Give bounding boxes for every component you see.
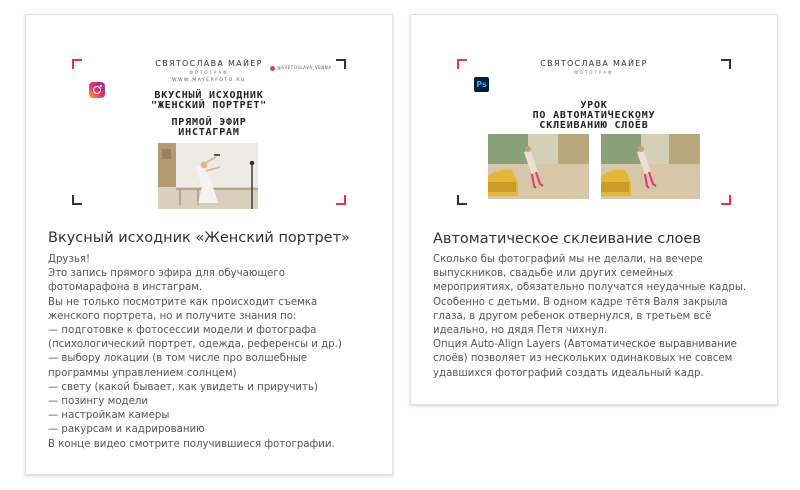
- card-description: [48, 253, 378, 452]
- frame-corner: [721, 195, 731, 205]
- brand-url: WWW.MAYERFOTO.RU: [172, 78, 246, 83]
- social-handle: @SVETOSLAVA_VENNA: [270, 65, 331, 71]
- poster-title-line: ВКУСНЫЙ ИСХОДНИК: [154, 90, 264, 101]
- frame-corner: [336, 195, 346, 205]
- poster-title: [26, 91, 392, 111]
- card-cover-image[interactable]: [26, 15, 392, 215]
- brand-logo: [411, 59, 777, 75]
- description-line: — настройкам камеры: [48, 410, 170, 422]
- before-photo: [488, 134, 589, 199]
- description-line: Особенно с детьми. В одном кадре тётя Валя закрыла: [433, 296, 728, 308]
- description-line: — ракурсам и кадрированию: [48, 424, 205, 436]
- description-line: программы управлением солнцем): [48, 367, 237, 379]
- description-line: Вы не только посмотрите как происходит съемка: [48, 296, 318, 308]
- poster-title-line: "ЖЕНСКИЙ ПОРТРЕТ": [151, 100, 267, 111]
- description-line: Друзья!: [48, 254, 91, 265]
- portrait-photo: [158, 143, 258, 209]
- video-card-auto-align[interactable]: [410, 14, 778, 405]
- frame-corner: [457, 195, 467, 205]
- poster-title: [411, 101, 777, 131]
- after-photo: [601, 134, 700, 199]
- brand-name: СВЯТОСЛАВА МАЙЕР: [155, 59, 263, 68]
- frame-corner: [72, 195, 82, 205]
- card-cover-image[interactable]: [411, 15, 777, 215]
- street-photo-art: [488, 134, 589, 199]
- portrait-photo-art: [158, 143, 258, 209]
- description-line: слоёв) позволяет из нескольких одинаковых не совсем: [433, 353, 733, 365]
- description-line: выпускников, свадьбе или других семейных: [433, 268, 674, 280]
- poster-title-line: СКЛЕИВАНИЮ СЛОЁВ: [539, 120, 649, 131]
- description-line: — выбору локации (в том числе про волшебные: [48, 353, 308, 365]
- poster-title-line: УРОК: [580, 100, 608, 111]
- poster-subtitle: [26, 118, 392, 138]
- brand-subtitle: ФОТОГРАФ: [574, 70, 614, 75]
- description-line: — свету (какой бывает, как увидеть и приручить): [48, 381, 318, 393]
- description-line: — позингу модели: [48, 396, 148, 408]
- instagram-small-icon: [270, 66, 275, 71]
- card-title[interactable]: Вкусный исходник «Женский портрет»: [48, 230, 350, 246]
- card-title[interactable]: Автоматическое склеивание слоев: [433, 231, 701, 247]
- poster-title-line: ПО АВТОМАТИЧЕСКОМУ: [532, 110, 656, 121]
- poster-subtitle-line: ПРЯМОЙ ЭФИР: [171, 117, 247, 128]
- video-card-portrait[interactable]: [25, 14, 393, 475]
- description-line: удавшихся фотографий создать идеальный кадр.: [433, 367, 704, 379]
- card-description: [433, 253, 763, 381]
- street-photo-art: [601, 134, 700, 199]
- description-line: женского портрета, но и получите знания по:: [48, 310, 297, 322]
- description-line: В конце видео смотрите получившиеся фотографии.: [48, 438, 335, 450]
- description-line: — подготовке к фотосессии модели и фотографа: [48, 325, 317, 337]
- brand-name: СВЯТОСЛАВА МАЙЕР: [540, 59, 648, 68]
- description-line: мероприятиях, обязательно получатся неудачные кадры.: [433, 282, 747, 294]
- brand-subtitle: ФОТОГРАФ: [189, 70, 229, 75]
- description-line: Это запись прямого эфира для обучающего: [48, 268, 285, 280]
- description-line: Опция Auto-Align Layers (Автоматическое выравнивание: [433, 339, 737, 351]
- description-line: фотомарафона в инстаграм.: [48, 282, 203, 294]
- poster-subtitle-line: ИНСТАГРАМ: [178, 127, 240, 138]
- description-line: (психологический портрет, одежда, референсы и др.): [48, 339, 342, 351]
- description-line: Сколько бы фотографий мы не делали, на вечере: [433, 254, 703, 265]
- brand-logo: [26, 59, 392, 83]
- description-line: идеально, но дядя Петя чихнул.: [433, 325, 608, 337]
- photoshop-icon: Ps: [474, 77, 489, 92]
- description-line: глаза, в другом ребенок отвернулся, в третьем всё: [433, 310, 712, 322]
